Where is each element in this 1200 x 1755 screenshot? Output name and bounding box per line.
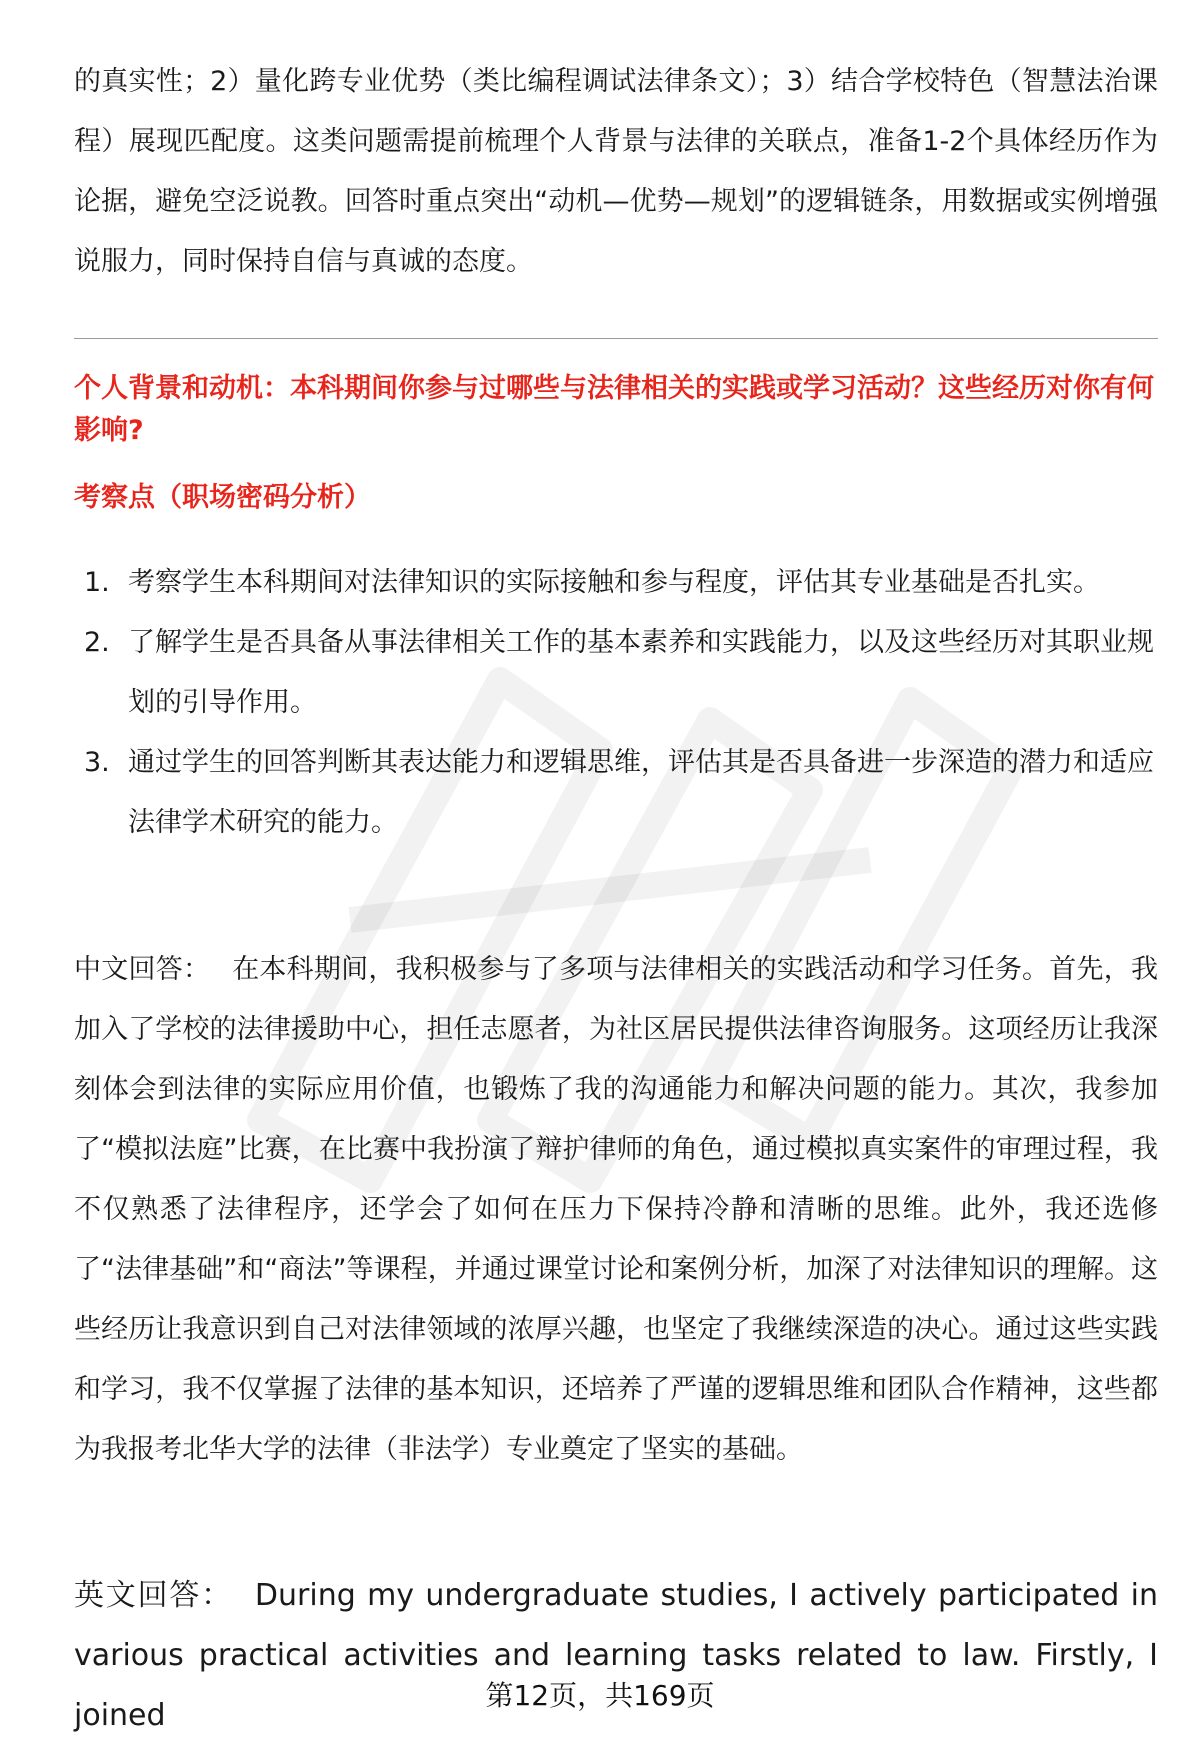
- english-answer-label: 英文回答：: [74, 1578, 233, 1613]
- list-item-text: 考察学生本科期间对法律知识的实际接触和参与程度，评估其专业基础是否扎实。: [128, 567, 1100, 598]
- chinese-answer: [74, 940, 1158, 1480]
- list-item-text: 了解学生是否具备从事法律相关工作的基本素养和实践能力，以及这些经历对其职业规划的引导作用。: [128, 627, 1154, 718]
- list-item: [74, 613, 1158, 733]
- list-number: 1.: [84, 567, 110, 598]
- list-item: [74, 553, 1158, 613]
- list-number: 2.: [84, 627, 110, 658]
- page-number-footer: 第12页，共169页: [485, 1679, 715, 1712]
- list-item-text: 通过学生的回答判断其表达能力和逻辑思维，评估其是否具备进一步深造的潜力和适应法律学术研究的能力。: [128, 747, 1154, 838]
- chinese-answer-text: 在本科期间，我积极参与了多项与法律相关的实践活动和学习任务。首先，我加入了学校的法律援助中心，担任志愿者，为社区居民提供法律咨询服务。这项经历让我深刻体会到法律的实际应用价值，也锻炼了我的沟通能力和解决问题的能力。其次，我参加了“模拟法庭”比赛，在比赛中我扮演了辩护律师的角色，通过模拟真实案件的审理过程，我不仅熟悉了法律程序，还学会了如何在压力下保持冷静和清晰的思维。此外，我还选修了“法律基础”和“商法”等课程，并通过课堂讨论和案例分析，加深了对法律知识的理解。这些经历让我意识到自己对法律领域的浓厚兴趣，也坚定了我继续深造的决心。通过这些实践和学习，我不仅掌握了法律的基本知识，还培养了严谨的逻辑思维和团队合作精神，这些都为我报考北华大学的法律（非法学）专业奠定了坚实的基础。: [74, 954, 1159, 1465]
- list-number: 3.: [84, 747, 110, 778]
- question-heading: 个人背景和动机：本科期间你参与过哪些与法律相关的实践或学习活动？这些经历对你有何影响?: [74, 373, 1154, 446]
- intro-paragraph: 的真实性；2）量化跨专业优势（类比编程调试法律条文）；3）结合学校特色（智慧法治课程）展现匹配度。这类问题需提前梳理个人背景与法律的关联点，准备1-2个具体经历作为论据，避免空泛说教。回答时重点突出“动机—优势—规划”的逻辑链条，用数据或实例增强说服力，同时保持自信与真诚的态度。: [74, 66, 1158, 277]
- assessment-points-list: [74, 553, 1158, 853]
- section-heading: 考察点（职场密码分析）: [74, 482, 371, 513]
- list-item: [74, 733, 1158, 853]
- section-divider: [74, 338, 1158, 339]
- chinese-answer-label: 中文回答：: [74, 954, 211, 985]
- english-answer-text: During my undergraduate studies, I actively participated in various practical activities and learning tasks related to law. Firstly, I joined: [74, 1578, 1158, 1733]
- english-answer: [74, 1566, 1158, 1746]
